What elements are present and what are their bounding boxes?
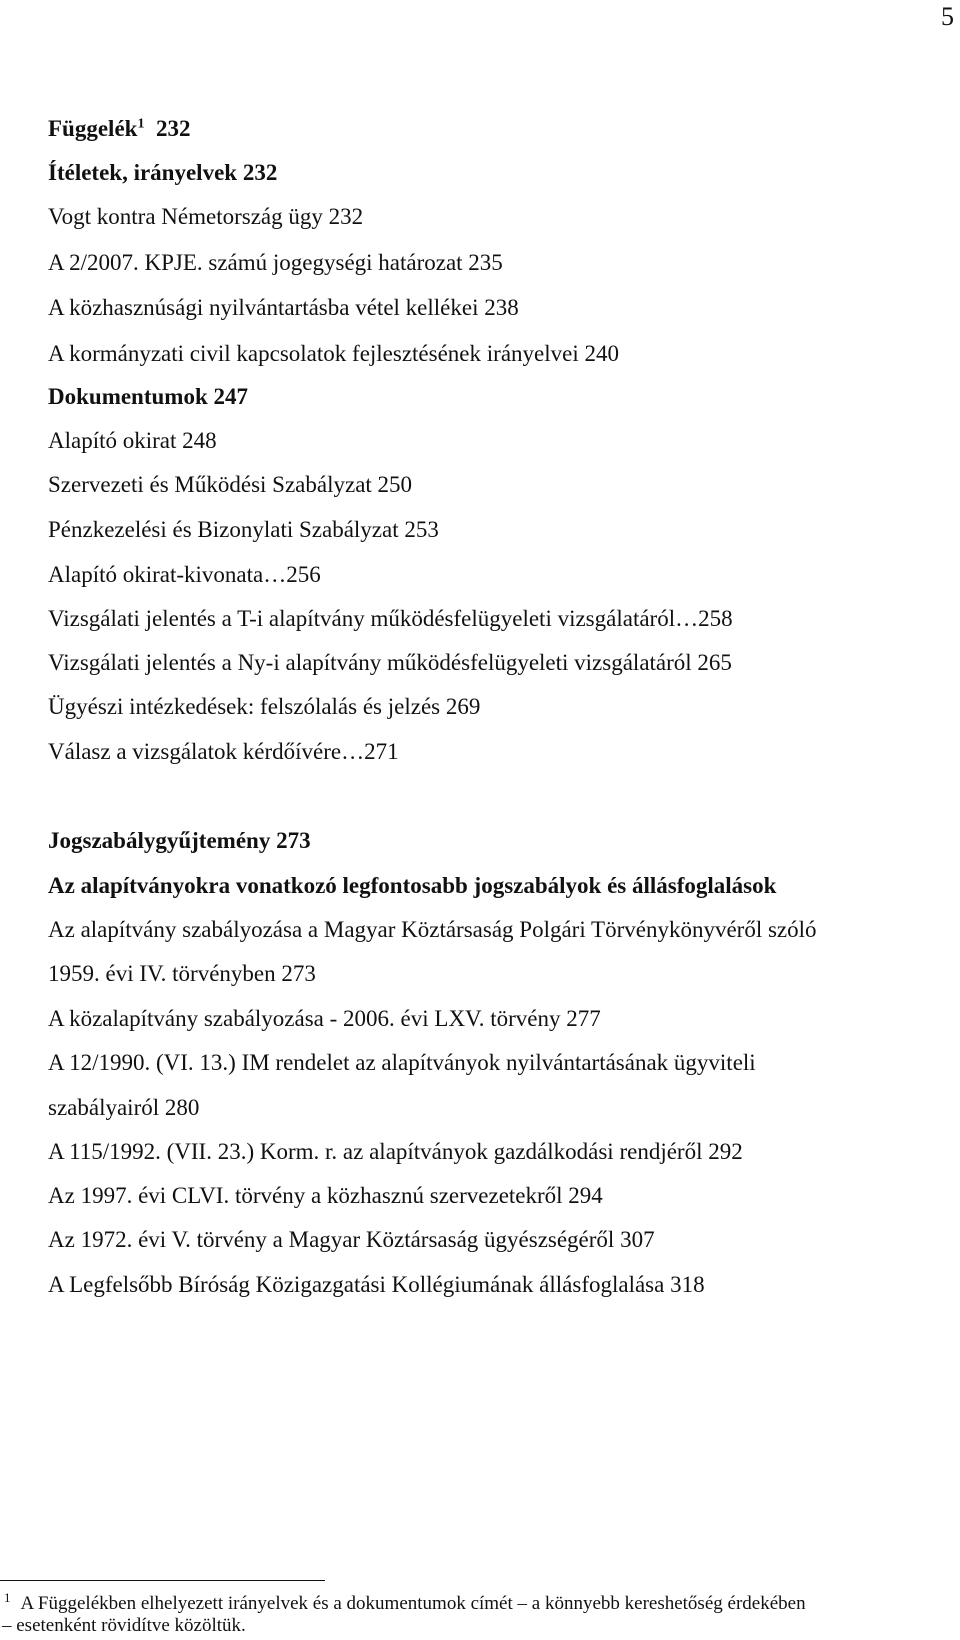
- toc-line: Az alapítvány szabályozása a Magyar Köztársaság Polgári Törvénykönyvéről szóló: [48, 917, 817, 942]
- toc-appendix-heading: [48, 114, 190, 144]
- footnote-text-1: A Függelékben elhelyezett irányelvek és a dokumentumok címét – a könnyebb kereshetőség érdekében: [20, 1593, 806, 1614]
- toc-line: Ügyészi intézkedések: felszólalás és jelzés 269: [48, 694, 481, 719]
- toc-line: Vogt kontra Németország ügy 232: [48, 204, 364, 229]
- footnote-reference: 1: [137, 116, 145, 132]
- toc-line: szabályairól 280: [48, 1095, 200, 1120]
- toc-line: A kormányzati civil kapcsolatok fejlesztésének irányelvei 240: [48, 341, 619, 366]
- appendix-page: 232: [155, 116, 191, 141]
- toc-line: 1959. évi IV. törvényben 273: [48, 961, 316, 986]
- toc-line: A közhasznúsági nyilvántartásba vétel kellékei 238: [48, 295, 519, 320]
- toc-line: A közalapítvány szabályozása - 2006. évi LXV. törvény 277: [48, 1006, 601, 1031]
- toc-line: Alapító okirat 248: [48, 428, 217, 453]
- footnote-marker: 1: [4, 1589, 11, 1605]
- footnote-divider: [0, 1580, 325, 1581]
- toc-line: A 12/1990. (VI. 13.) IM rendelet az alapítványok nyilvántartásának ügyviteli: [48, 1050, 756, 1075]
- appendix-title: Függelék: [48, 116, 138, 141]
- toc-line: Vizsgálati jelentés a Ny-i alapítvány működésfelügyeleti vizsgálatáról 265: [48, 650, 732, 675]
- toc-line: Pénzkezelési és Bizonylati Szabályzat 253: [48, 517, 439, 542]
- footnote-line-2: – esetenként rövidítve közöltük.: [2, 1615, 246, 1636]
- toc-line: A Legfelsőbb Bíróság Közigazgatási Kollégiumának állásfoglalása 318: [48, 1272, 705, 1297]
- toc-line: A 115/1992. (VII. 23.) Korm. r. az alapítványok gazdálkodási rendjéről 292: [48, 1139, 743, 1164]
- toc-line: Szervezeti és Működési Szabályzat 250: [48, 472, 413, 497]
- toc-line: Válasz a vizsgálatok kérdőívére…271: [48, 739, 399, 764]
- toc-line: Az alapítványokra vonatkozó legfontosabb jogszabályok és állásfoglalások: [48, 873, 777, 898]
- toc-line: A 2/2007. KPJE. számú jogegységi határozat 235: [48, 250, 503, 275]
- toc-line: Vizsgálati jelentés a T-i alapítvány működésfelügyeleti vizsgálatáról…258: [48, 606, 733, 631]
- toc-line: Jogszabálygyűjtemény 273: [48, 828, 311, 853]
- page-number: 5: [941, 2, 954, 31]
- toc-line: Ítéletek, irányelvek 232: [48, 160, 278, 185]
- toc-line: Dokumentumok 247: [48, 384, 249, 409]
- toc-line: Alapító okirat-kivonata…256: [48, 562, 321, 587]
- toc-line: Az 1972. évi V. törvény a Magyar Köztársaság ügyészségéről 307: [48, 1227, 655, 1252]
- toc-line: Az 1997. évi CLVI. törvény a közhasznú szervezetekről 294: [48, 1183, 603, 1208]
